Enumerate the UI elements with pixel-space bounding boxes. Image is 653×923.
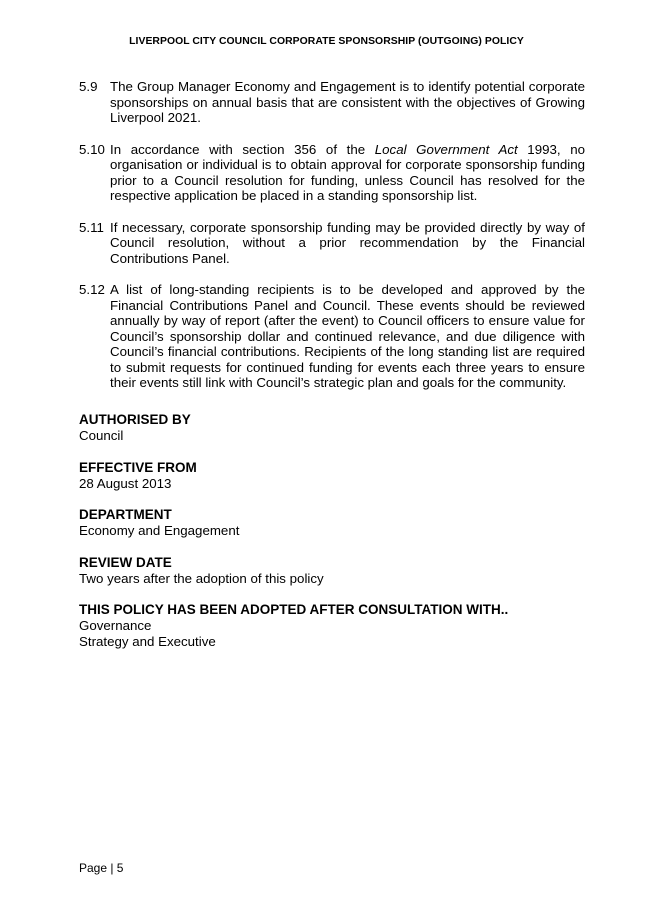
effective-from-label: EFFECTIVE FROM (79, 459, 197, 475)
page-header-title: LIVERPOOL CITY COUNCIL CORPORATE SPONSORSHIP (OUTGOING) POLICY (129, 36, 524, 47)
clause-5-10 (79, 142, 585, 204)
department-label: DEPARTMENT (79, 507, 172, 523)
consultation-value: Governance (79, 618, 152, 634)
clause-text: If necessary, corporate sponsorship funding may be provided directly by way of Council resolution, without a prior recommendation by the Financial Contributions Panel. (110, 219, 585, 266)
department-block (79, 507, 585, 539)
authorised-by-label: AUTHORISED BY (79, 412, 191, 427)
clause-number: 5.9 (79, 79, 98, 94)
review-date-block (79, 555, 585, 587)
act-name-italic: Local Government Act (374, 141, 518, 157)
review-date-label: REVIEW DATE (79, 554, 172, 570)
consultation-value: Strategy and Executive (79, 633, 216, 649)
clause-text (110, 142, 585, 204)
consultation-block (79, 602, 585, 649)
authorised-by-block (79, 412, 585, 444)
effective-from-block (79, 460, 585, 492)
review-date-value: Two years after the adoption of this policy (79, 570, 324, 586)
clause-text-before: In accordance with section 356 of the (110, 141, 375, 157)
clause-number: 5.11 (79, 219, 104, 235)
clause-number: 5.12 (79, 282, 105, 297)
clause-text: A list of long-standing recipients is to be developed and approved by the Financial Contributions Panel and Council. These events should be reviewed annually by way of report (after the event) to Council officers to ensure value for Council’s sponsorship dollar and continued relevance, and due diligence with Council’s financial contributions. Recipients of the long standing list are required to submit requests for continued funding for events each three years to ensure their events still link with Council’s strategic plan and goals for the community. (110, 282, 585, 390)
effective-from-value: 28 August 2013 (79, 475, 172, 491)
department-value: Economy and Engagement (79, 523, 240, 539)
policy-clauses (79, 79, 585, 407)
clause-text-after: 1993, no organisation or individual is to obtain approval for corporate sponsorship funding prior to a Council resolution for funding, unless Council has resolved for the respective application be placed in a standing sponsorship list. (110, 141, 585, 203)
page-number: Page | 5 (79, 861, 124, 875)
clause-5-9 (79, 79, 585, 126)
authorised-by-value: Council (79, 428, 124, 443)
clause-5-11 (79, 220, 585, 267)
policy-metadata (79, 412, 585, 666)
consultation-label: THIS POLICY HAS BEEN ADOPTED AFTER CONSULTATION WITH.. (79, 602, 509, 618)
clause-5-12 (79, 282, 585, 391)
clause-text: The Group Manager Economy and Engagement is to identify potential corporate sponsorships on annual basis that are consistent with the objectives of Growing Liverpool 2021. (110, 79, 585, 125)
clause-number: 5.10 (79, 141, 105, 157)
